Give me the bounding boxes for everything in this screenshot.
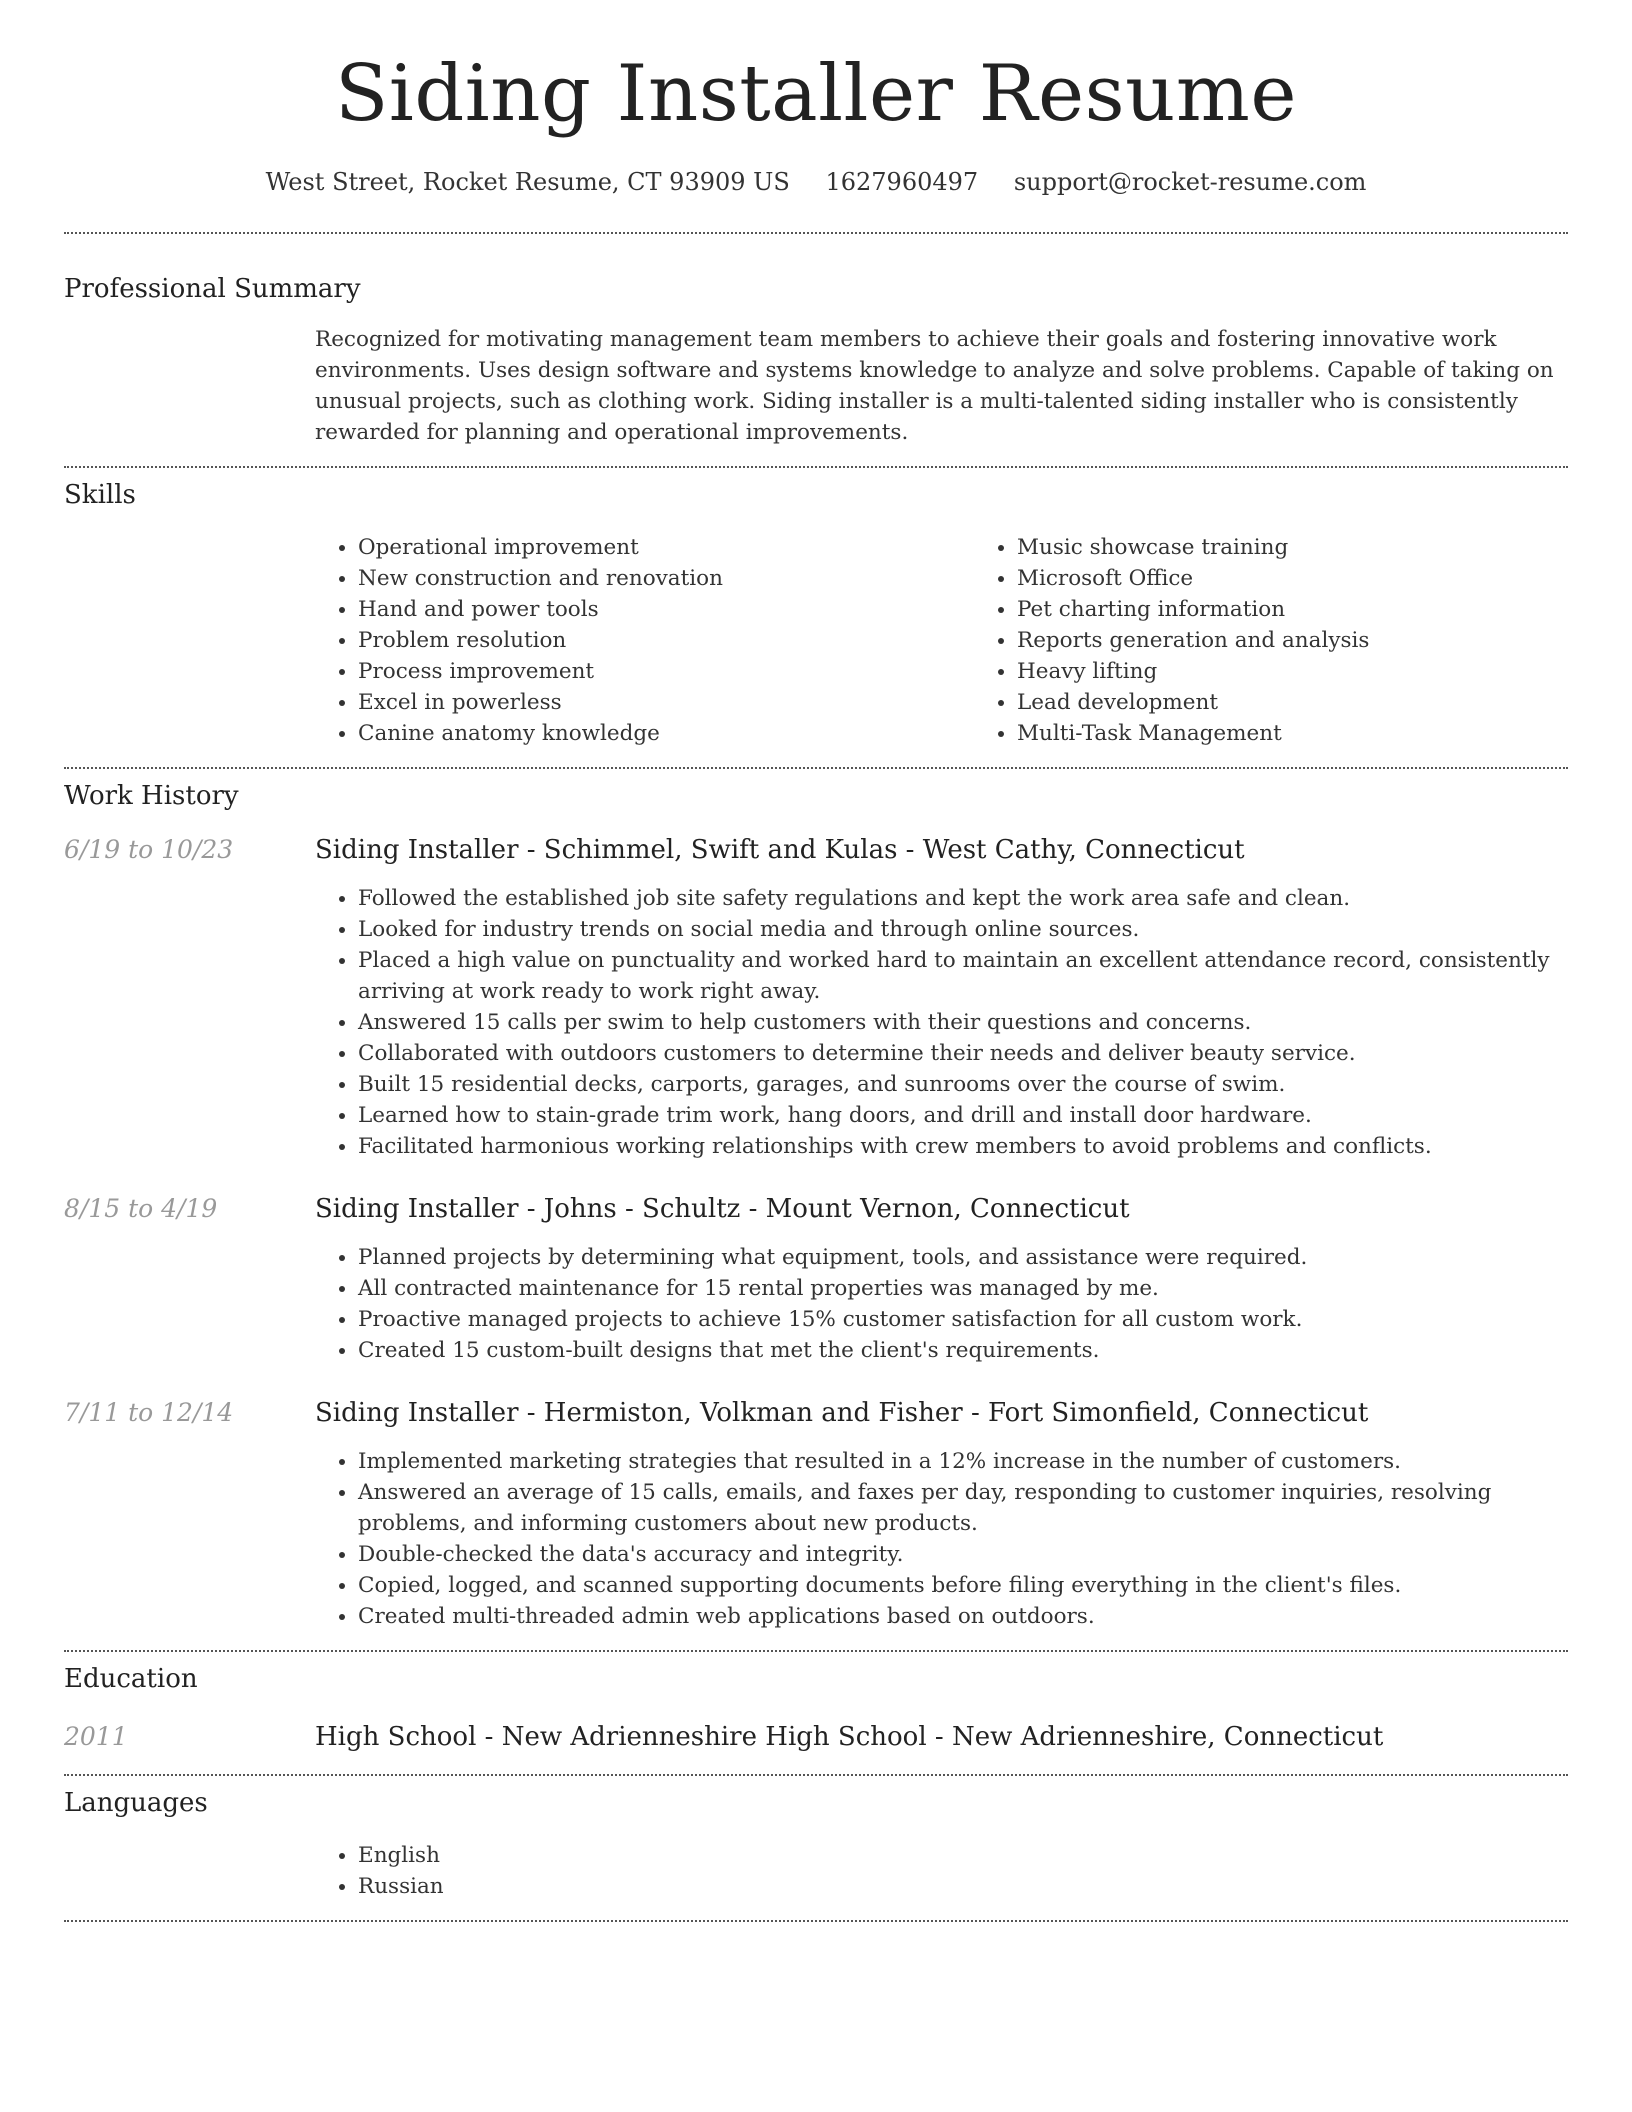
summary-heading: Professional Summary bbox=[64, 273, 361, 304]
section-divider bbox=[64, 1650, 1568, 1652]
education-year: 2011 bbox=[64, 1721, 128, 1751]
skills-list-right bbox=[974, 532, 1632, 749]
list-item: • Lead development bbox=[1017, 687, 1632, 718]
list-item: • Collaborated with outdoors customers to determine their needs and deliver beauty service. bbox=[358, 1038, 1568, 1069]
job-bullets bbox=[315, 1446, 1568, 1632]
list-item: • Hand and power tools bbox=[358, 594, 974, 625]
job-dates: 7/11 to 12/14 bbox=[64, 1397, 234, 1427]
list-item: • Problem resolution bbox=[358, 625, 974, 656]
languages-row bbox=[64, 1840, 1568, 1902]
education-body bbox=[315, 1722, 1568, 1752]
list-item: • New construction and renovation bbox=[358, 563, 974, 594]
job-title: Siding Installer - Schimmel, Swift and Kulas - West Cathy, Connecticut bbox=[315, 834, 1245, 865]
languages-list bbox=[315, 1840, 1568, 1902]
job-bullets bbox=[315, 1242, 1568, 1366]
page-title: Siding Installer Resume bbox=[334, 49, 1298, 139]
section-divider bbox=[64, 767, 1568, 769]
skills-heading: Skills bbox=[64, 479, 136, 510]
job-dates: 8/15 to 4/19 bbox=[64, 1193, 218, 1223]
work-section bbox=[64, 781, 1568, 1632]
contact-address: West Street, Rocket Resume, CT 93909 US bbox=[265, 167, 790, 196]
list-item: • Learned how to stain-grade trim work, hang doors, and drill and install door hardware. bbox=[358, 1100, 1568, 1131]
summary-text: Recognized for motivating management team members to achieve their goals and fostering innovative work environments. Uses design software and systems knowledge to analyze and solve problems. Capable of taking on unusual projects, such as clothing work. Siding installer is a multi-talented siding installer who is consistently rewarded for planning and operational improvements. bbox=[315, 326, 1554, 445]
summary-section bbox=[64, 274, 1568, 448]
resume-header bbox=[64, 0, 1568, 196]
list-item: • Answered an average of 15 calls, emails, and faxes per day, responding to customer inquiries, resolving problems, and informing customers about new products. bbox=[358, 1477, 1568, 1539]
list-item: • Microsoft Office bbox=[1017, 563, 1632, 594]
list-item: • Implemented marketing strategies that resulted in a 12% increase in the number of customers. bbox=[358, 1446, 1568, 1477]
list-item: • Created 15 custom-built designs that met the client's requirements. bbox=[358, 1335, 1568, 1366]
languages-body bbox=[315, 1840, 1568, 1902]
education-heading: Education bbox=[64, 1663, 198, 1694]
job-body bbox=[315, 835, 1568, 1162]
job-entry bbox=[64, 835, 1568, 1162]
job-body bbox=[315, 1398, 1568, 1632]
list-item: • Process improvement bbox=[358, 656, 974, 687]
contact-phone: 1627960497 bbox=[825, 167, 979, 196]
education-entry bbox=[64, 1722, 1568, 1752]
list-item: • Created multi-threaded admin web applications based on outdoors. bbox=[358, 1601, 1568, 1632]
list-item: • Planned projects by determining what equipment, tools, and assistance were required. bbox=[358, 1242, 1568, 1273]
contact-email: support@rocket-resume.com bbox=[1013, 167, 1367, 196]
list-item: • Looked for industry trends on social media and through online sources. bbox=[358, 914, 1568, 945]
skills-columns bbox=[315, 532, 1632, 749]
list-item: • English bbox=[358, 1840, 1568, 1871]
section-divider bbox=[64, 232, 1568, 234]
section-divider bbox=[64, 1920, 1568, 1922]
list-item: • Heavy lifting bbox=[1017, 656, 1632, 687]
list-item: • Operational improvement bbox=[358, 532, 974, 563]
education-degree: High School - New Adrienneshire High School - New Adrienneshire, Connecticut bbox=[315, 1721, 1384, 1752]
skills-spacer bbox=[64, 532, 315, 749]
job-entry bbox=[64, 1398, 1568, 1632]
job-entry bbox=[64, 1194, 1568, 1366]
skills-section bbox=[64, 480, 1568, 749]
skills-row bbox=[64, 532, 1568, 749]
list-item: • Pet charting information bbox=[1017, 594, 1632, 625]
summary-body bbox=[315, 324, 1568, 448]
list-item: • Music showcase training bbox=[1017, 532, 1632, 563]
list-item: • Multi-Task Management bbox=[1017, 718, 1632, 749]
list-item: • Built 15 residential decks, carports, garages, and sunrooms over the course of swim. bbox=[358, 1069, 1568, 1100]
list-item: • Copied, logged, and scanned supporting documents before filing everything in the client's files. bbox=[358, 1570, 1568, 1601]
languages-section bbox=[64, 1788, 1568, 1902]
contact-line bbox=[64, 168, 1568, 196]
languages-heading: Languages bbox=[64, 1787, 208, 1818]
list-item: • Reports generation and analysis bbox=[1017, 625, 1632, 656]
section-divider bbox=[64, 466, 1568, 468]
list-item: • Followed the established job site safety regulations and kept the work area safe and clean. bbox=[358, 883, 1568, 914]
section-divider bbox=[64, 1774, 1568, 1776]
list-item: • Proactive managed projects to achieve 15% customer satisfaction for all custom work. bbox=[358, 1304, 1568, 1335]
list-item: • Placed a high value on punctuality and worked hard to maintain an excellent attendance record, consistently arriving at work ready to work right away. bbox=[358, 945, 1568, 1007]
summary-row bbox=[64, 324, 1568, 448]
job-bullets bbox=[315, 883, 1568, 1162]
education-section bbox=[64, 1664, 1568, 1752]
job-title: Siding Installer - Hermiston, Volkman and Fisher - Fort Simonfield, Connecticut bbox=[315, 1397, 1369, 1428]
job-title: Siding Installer - Johns - Schultz - Mount Vernon, Connecticut bbox=[315, 1193, 1130, 1224]
list-item: • All contracted maintenance for 15 rental properties was managed by me. bbox=[358, 1273, 1568, 1304]
list-item: • Russian bbox=[358, 1871, 1568, 1902]
job-dates: 6/19 to 10/23 bbox=[64, 834, 234, 864]
skills-list-left bbox=[315, 532, 974, 749]
list-item: • Canine anatomy knowledge bbox=[358, 718, 974, 749]
languages-spacer bbox=[64, 1840, 315, 1902]
work-heading: Work History bbox=[64, 780, 239, 811]
list-item: • Excel in powerless bbox=[358, 687, 974, 718]
list-item: • Facilitated harmonious working relationships with crew members to avoid problems and conflicts. bbox=[358, 1131, 1568, 1162]
list-item: • Double-checked the data's accuracy and integrity. bbox=[358, 1539, 1568, 1570]
summary-spacer bbox=[64, 324, 315, 448]
list-item: • Answered 15 calls per swim to help customers with their questions and concerns. bbox=[358, 1007, 1568, 1038]
job-body bbox=[315, 1194, 1568, 1366]
